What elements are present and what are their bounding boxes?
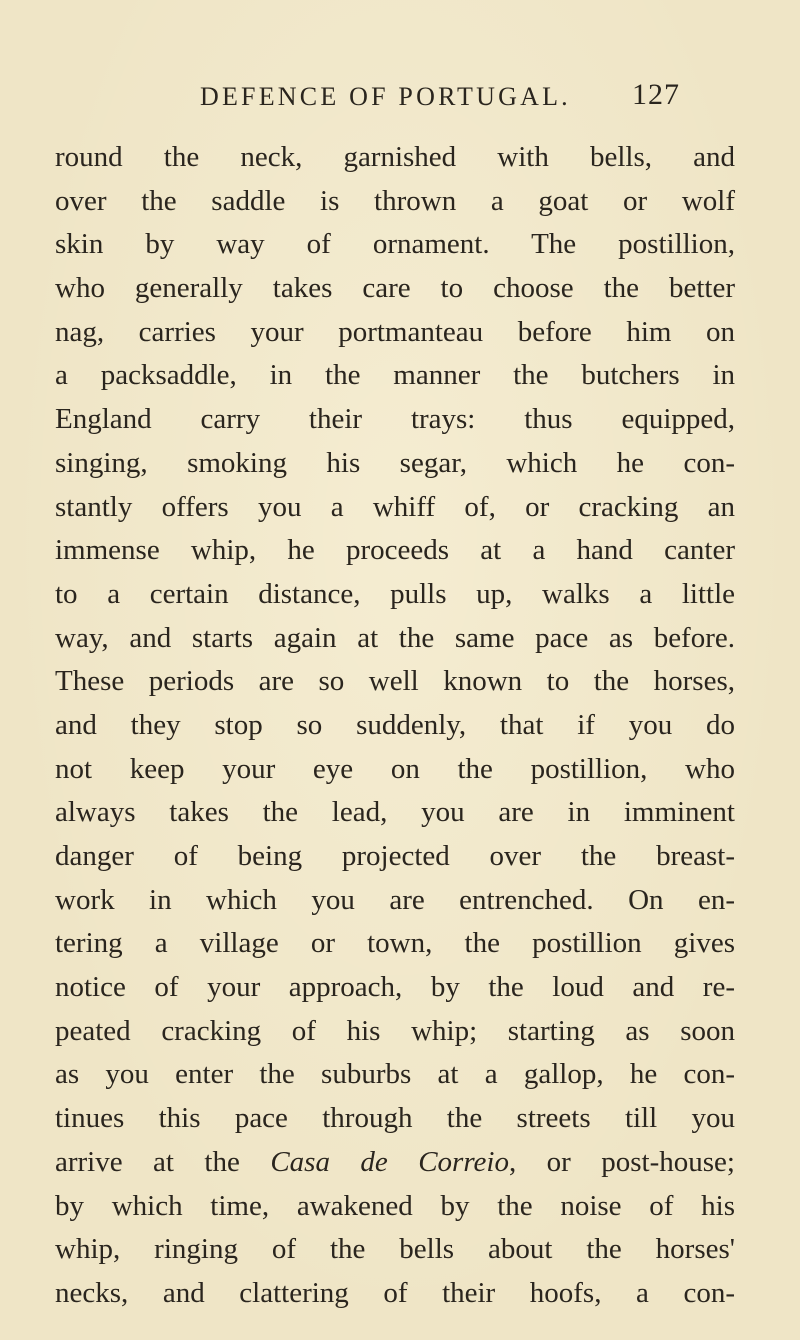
text-line: nag, carries your portmanteau before him on <box>55 315 735 348</box>
text-line: way, and starts again at the same pace as before. <box>55 621 735 654</box>
text-line: tinues this pace through the streets till you <box>55 1102 735 1135</box>
text-line: skin by way of ornament. The postillion, <box>55 228 735 261</box>
text-line: These periods are so well known to the horses, <box>55 665 735 698</box>
italic-term-casa-de-correio: Casa de Correio <box>270 1145 509 1178</box>
page-number: 127 <box>632 78 680 111</box>
text-line: singing, smoking his segar, which he con- <box>55 446 735 479</box>
text-line: stantly offers you a whiff of, or cracking an <box>55 490 735 523</box>
text-line: immense whip, he proceeds at a hand canter <box>55 534 735 567</box>
text-line: by which time, awakened by the noise of his <box>55 1189 735 1222</box>
running-head <box>200 78 680 118</box>
text-line: whip, ringing of the bells about the horses' <box>55 1233 735 1266</box>
text-line: work in which you are entrenched. On en- <box>55 883 735 916</box>
text-line: as you enter the suburbs at a gallop, he con- <box>55 1058 735 1091</box>
text-line: round the neck, garnished with bells, and <box>55 141 735 173</box>
text-line: danger of being projected over the breast- <box>55 840 735 872</box>
text-line: who generally takes care to choose the better <box>55 272 735 305</box>
text-line-with-italic <box>55 1141 735 1185</box>
running-title: DEFENCE OF PORTUGAL. <box>200 82 571 111</box>
text-line: peated cracking of his whip; starting as soon <box>55 1014 735 1047</box>
text-line: a packsaddle, in the manner the butchers in <box>55 359 735 392</box>
text-line: tering a village or town, the postillion gives <box>55 927 735 960</box>
text-line: over the saddle is thrown a goat or wolf <box>55 184 735 217</box>
text-line: always takes the lead, you are in imminent <box>55 796 735 829</box>
text-segment: , or post-house; <box>508 1145 735 1178</box>
text-line: necks, and clattering of their hoofs, a con- <box>55 1276 735 1309</box>
text-segment: arrive at the <box>55 1145 271 1178</box>
text-line: not keep your eye on the postillion, who <box>55 752 735 785</box>
text-line: to a certain distance, pulls up, walks a little <box>55 577 735 610</box>
text-line: England carry their trays: thus equipped, <box>55 403 735 436</box>
body-text <box>55 136 735 1316</box>
text-line: notice of your approach, by the loud and re- <box>55 971 735 1004</box>
text-line: and they stop so suddenly, that if you do <box>55 708 735 741</box>
